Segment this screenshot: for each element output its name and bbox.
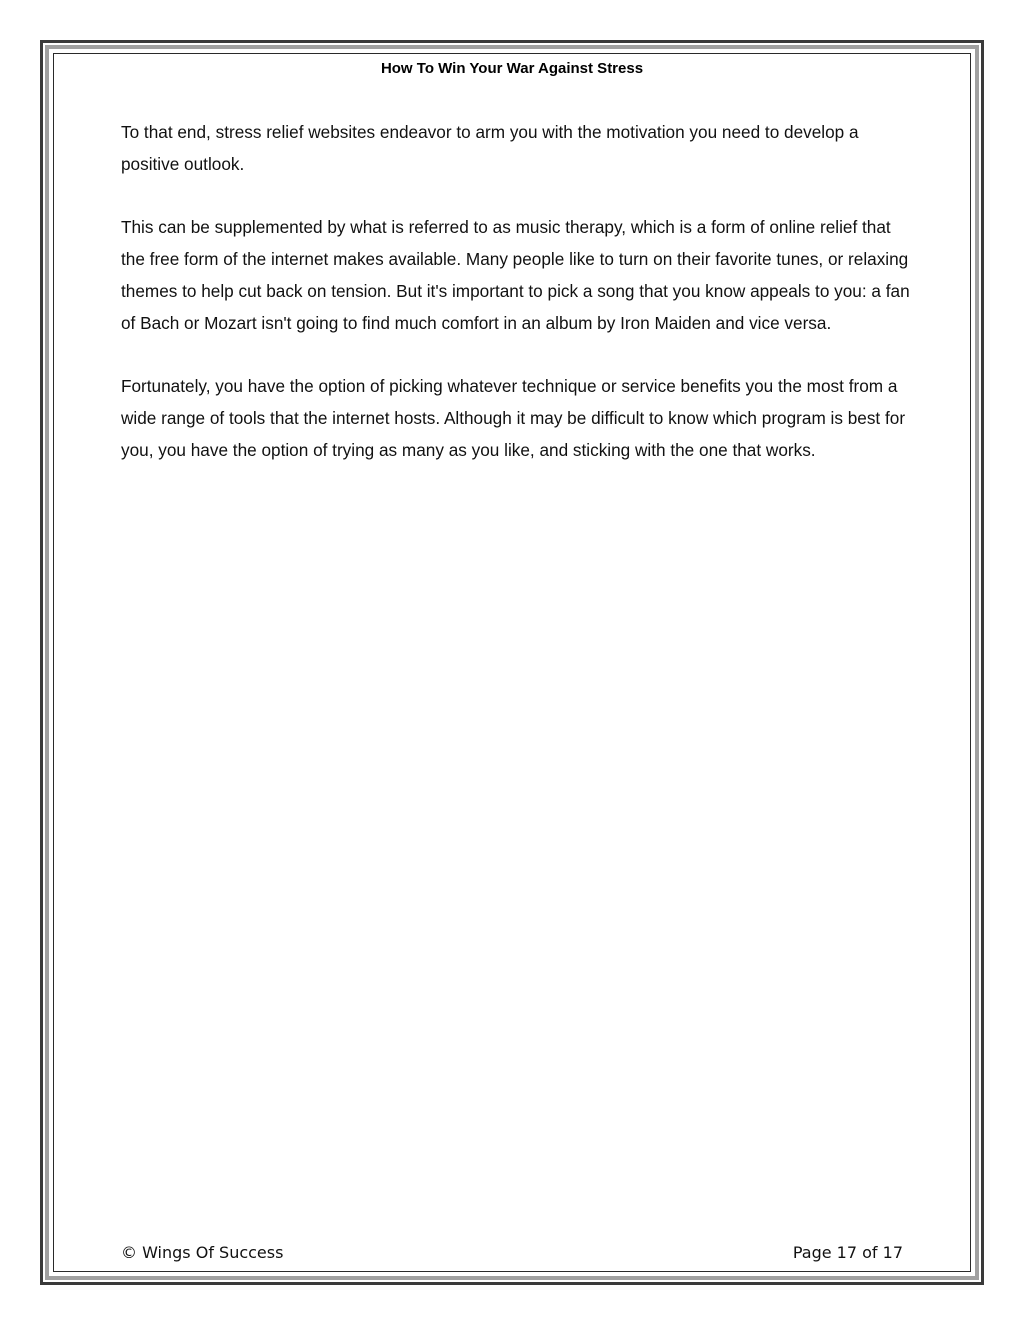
footer-page-number: Page 17 of 17 xyxy=(792,1243,903,1262)
paragraph-2: This can be supplemented by what is referred to as music therapy, which is a form of online relief that the free form of the internet makes available. Many people like to turn on their favorite tunes, or relaxing themes to help cut back on tension. But it's important to pick a song that you know appeals to you: a fan of Bach or Mozart isn't going to find much comfort in an album by Iron Maiden and vice versa. xyxy=(121,217,910,333)
footer-copyright: © Wings Of Success xyxy=(121,1243,284,1262)
header-title: How To Win Your War Against Stress xyxy=(380,60,644,77)
body-content xyxy=(121,117,911,499)
paragraph-1: To that end, stress relief websites endeavor to arm you with the motivation you need to develop a positive outlook. xyxy=(121,122,859,174)
paragraph-3: Fortunately, you have the option of picking whatever technique or service benefits you the most from a wide range of tools that the internet hosts. Although it may be difficult to know which program is best for you, you have the option of trying as many as you like, and sticking with the one that works. xyxy=(121,376,906,460)
